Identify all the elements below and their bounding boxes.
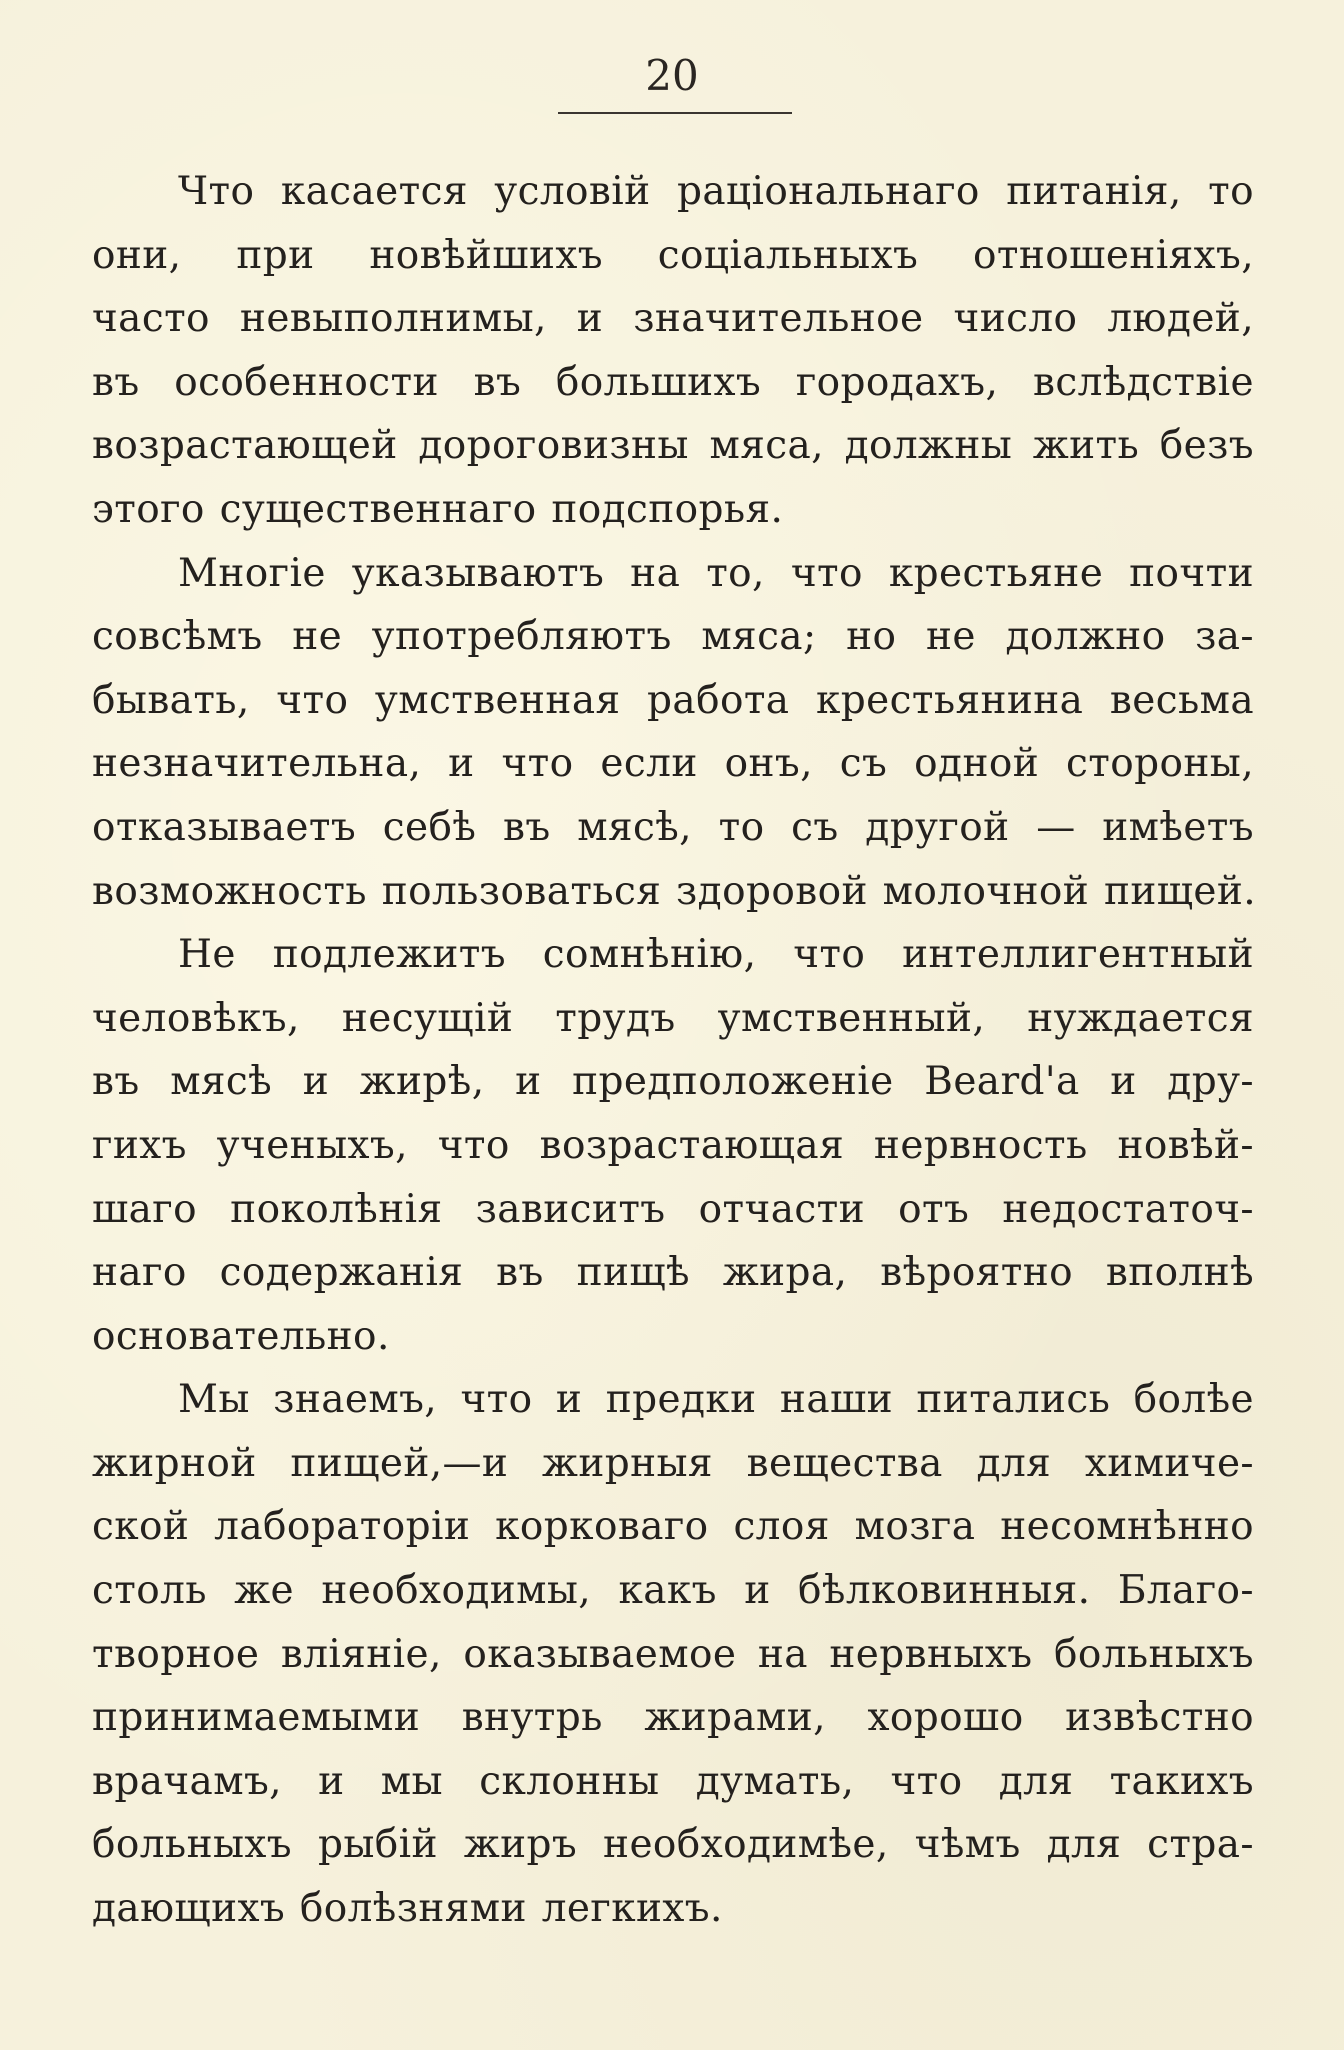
text-line: Многіе указываютъ на то, что крестьяне почти bbox=[178, 550, 1254, 596]
paragraph-4 bbox=[92, 1368, 1254, 1940]
paragraph-1 bbox=[92, 160, 1254, 542]
text-line: въ мясѣ и жирѣ, и предположеніе Beard'a и дру- bbox=[92, 1059, 1254, 1105]
paragraph-2 bbox=[92, 542, 1257, 924]
text-line: часто невыполнимы, и значительное число людей, bbox=[92, 296, 1254, 342]
text-line: основательно. bbox=[92, 1313, 390, 1359]
text-line: врачамъ, и мы склонны думать, что для такихъ bbox=[92, 1758, 1254, 1804]
text-line: въ особенности въ большихъ городахъ, вслѣдствіе bbox=[92, 359, 1254, 405]
text-line: этого существеннаго подспорья. bbox=[92, 486, 784, 532]
text-line: они, при новѣйшихъ соціальныхъ отношеніяхъ, bbox=[92, 232, 1254, 278]
header-rule bbox=[558, 112, 792, 114]
text-line: возможность пользоваться здоровой молочной пищей. bbox=[92, 868, 1257, 914]
text-line: ской лабораторіи корковаго слоя мозга несомнѣнно bbox=[92, 1504, 1254, 1550]
text-line: жирной пищей,—и жирныя вещества для химиче- bbox=[92, 1440, 1254, 1486]
text-line: гихъ ученыхъ, что возрастающая нервность новѣй- bbox=[92, 1122, 1254, 1168]
body-text bbox=[92, 160, 1257, 1941]
text-line: человѣкъ, несущій трудъ умственный, нуждается bbox=[92, 995, 1254, 1041]
text-line: отказываетъ себѣ въ мясѣ, то съ другой — имѣетъ bbox=[92, 804, 1254, 850]
text-line: шаго поколѣнія зависитъ отчасти отъ недостаточ- bbox=[92, 1186, 1254, 1232]
text-line: бывать, что умственная работа крестьянина весьма bbox=[92, 677, 1254, 723]
text-line: возрастающей дороговизны мяса, должны жить безъ bbox=[92, 423, 1254, 469]
text-line: наго содержанія въ пищѣ жира, вѣроятно вполнѣ bbox=[92, 1250, 1254, 1296]
text-line: Мы знаемъ, что и предки наши питались болѣе bbox=[178, 1377, 1254, 1423]
text-line: принимаемыми внутрь жирами, хорошо извѣстно bbox=[92, 1695, 1254, 1741]
text-line: творное вліяніе, оказываемое на нервныхъ больныхъ bbox=[92, 1631, 1254, 1677]
text-line: незначительна, и что если онъ, съ одной стороны, bbox=[92, 741, 1254, 787]
text-line: столь же необходимы, какъ и бѣлковинныя. Благо- bbox=[92, 1568, 1254, 1614]
paragraph-3 bbox=[92, 923, 1254, 1368]
text-line: дающихъ болѣзнями легкихъ. bbox=[92, 1886, 723, 1932]
text-line: Не подлежитъ сомнѣнію, что интеллигентный bbox=[178, 932, 1254, 978]
text-line: совсѣмъ не употребляютъ мяса; но не должно за- bbox=[92, 614, 1254, 660]
text-line: Что касается условій раціональнаго питанія, то bbox=[178, 169, 1254, 214]
text-line: больныхъ рыбій жиръ необходимѣе, чѣмъ для стра- bbox=[92, 1822, 1254, 1868]
page-number: 20 bbox=[645, 51, 699, 100]
